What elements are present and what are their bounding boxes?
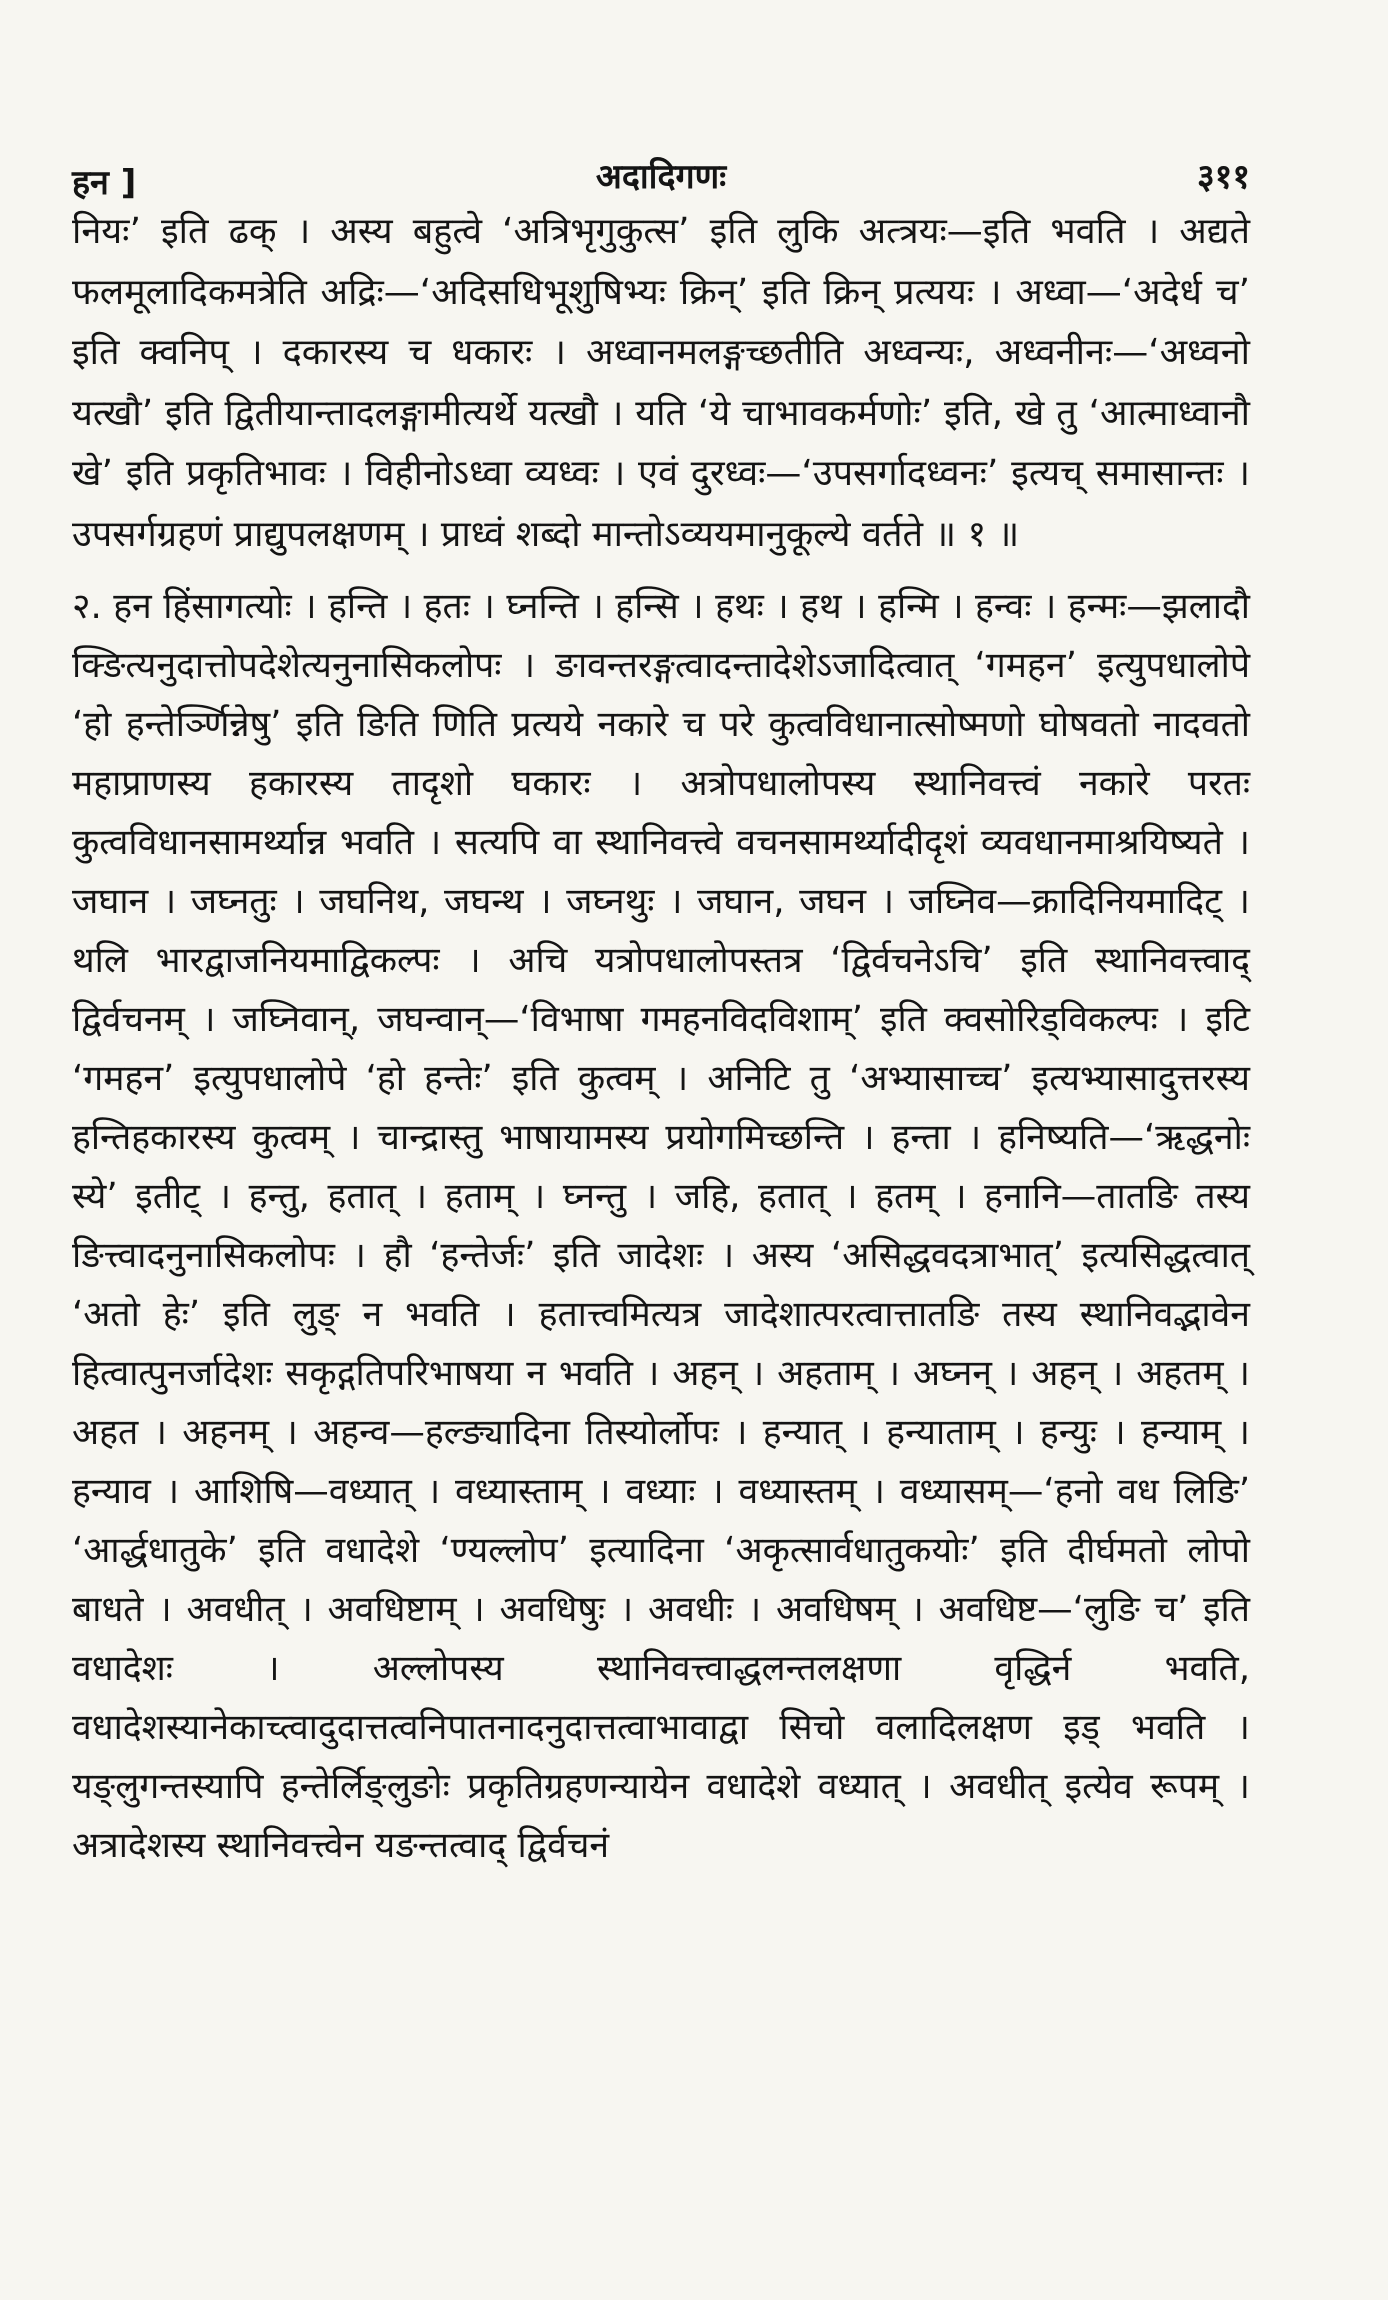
paragraph-2-text: २. हन हिंसागत्योः । हन्ति । हतः । घ्नन्ति । हन्सि । हथः । हथ । हन्मि । हन्वः । हन्मः—झलादौ क्ङित्यनुदात्तोपदेशेत्यनुनासिकलोपः । ङावन्तरङ्गत्वादन्तादेशेऽजादित्वात् ‘गमहन’ इत्युपधालोपे ‘हो हन्तेर्ञ्णिन्नेषु’ इति ङिति णिति प्रत्यये नकारे च परे कुत्वविधानात्सोष्मणो घोषवतो नादवतो महाप्राणस्य हकारस्य तादृशो घकारः । अत्रोपधालोपस्य स्थानिवत्त्वं नकारे परतः कुत्वविधानसामर्थ्यान्न भवति । सत्यपि वा स्थानिवत्त्वे वचनसामर्थ्यादीदृशं व्यवधानमाश्रयिष्यते । जघान । जघ्नतुः । जघनिथ, जघन्थ । जघ्नथुः । जघान, जघन । जघ्निव—क्रादिनियमादिट् । थलि भारद्वाजनियमाद्विकल्पः । अचि यत्रोपधालोपस्तत्र ‘द्विर्वचनेऽचि’ इति स्थानिवत्त्वाद् द्विर्वचनम् । जघ्निवान्, जघन्वान्—‘विभाषा गमहनविदविशाम्’ इति क्वसोरिड्विकल्पः । इटि ‘गमहन’ इत्युपधालोपे ‘हो हन्तेः’ इति कुत्वम् । अनिटि तु ‘अभ्यासाच्च’ इत्यभ्यासादुत्तरस्य हन्तिहकारस्य कुत्वम् । चान्द्रास्तु भाषायामस्य प्रयोगमिच्छन्ति । हन्ता । हनिष्यति—‘ऋद्धनोः स्ये’ इतीट् । हन्तु, हतात् । हताम् । घ्नन्तु । जहि, हतात् । हतम् । हनानि—तातङि तस्य ङित्त्वादनुनासिकलोपः । हौ ‘हन्तेर्जः’ इति जादेशः । अस्य ‘असिद्धवदत्राभात्’ इत्यसिद्धत्वात् ‘अतो हेः’ इति लुङ् न भवति । हतात्त्वमित्यत्र जादेशात्परत्वात्तातङि तस्य स्थानिवद्भावेन हित्वात्पुनर्जादेशः सकृद्गतिपरिभाषया न भवति । अहन् । अहताम् । अघ्नन् । अहन् । अहतम् । अहत । अहनम् । अहन्व—हल्ङ्यादिना तिस्योर्लोपः । हन्यात् । हन्याताम् । हन्युः । हन्याम् । हन्याव । आशिषि—वध्यात् । वध्यास्ताम् । वध्याः । वध्यास्तम् । वध्यासम्—‘हनो वध लिङि’ ‘आर्द्धधातुके’ इति वधादेशे ‘ण्यल्लोप’ इत्यादिना ‘अकृत्सार्वधातुकयोः’ इति दीर्घमतो लोपो बाधते । अवधीत् । अवधिष्टाम् । अवधिषुः । अवधीः । अवधिषम् । अवधिष्ट—‘लुङि च’ इति वधादेशः । अल्लोपस्य स्थानिवत्त्वाद्धलन्तलक्षणा वृद्धिर्न भवति, वधादेशस्यानेकाच्त्वादुदात्तत्वनिपातनादनुदात्तत्वाभावाद्वा सिचो वलादिलक्षण इड् भवति । यङ्लुगन्तस्यापि हन्तेर्लिङ्लुङोः प्रकृतिग्रहणन्यायेन वधादेशे वध्यात् । अवधीत् इत्येव रूपम् । अत्रादेशस्य स्थानिवत्त्वेन यङन्तत्वाद् द्विर्वचनं (72, 586, 1250, 1866)
running-header (72, 118, 1250, 203)
header-left: हन ] (72, 163, 137, 203)
page-number: ३११ (1196, 157, 1250, 197)
paragraph-1-text: नियः’ इति ढक् । अस्य बहुत्वे ‘अत्रिभृगुकुत्स’ इति लुकि अत्त्रयः—इति भवति । अद्यते फलमूलादिकमत्रेति अद्रिः—‘अदिसधिभूशुषिभ्यः क्रिन्’ इति क्रिन् प्रत्ययः । अध्वा—‘अदेर्ध च’ इति क्वनिप् । दकारस्य च धकारः । अध्वानमलङ्गच्छतीति अध्वन्यः, अध्वनीनः—‘अध्वनो यत्खौ’ इति द्वितीयान्तादलङ्गामीत्यर्थे यत्खौ । यति ‘ये चाभावकर्मणोः’ इति, खे तु ‘आत्माध्वानौ खे’ इति प्रकृतिभावः । विहीनोऽध्वा व्यध्वः । एवं दुरध्वः—‘उपसर्गादध्वनः’ इत्यच् समासान्तः । उपसर्गग्रहणं प्राद्युपलक्षणम् । प्राध्वं शब्दो मान्तोऽव्ययमानुकूल्ये वर्तते ॥ १ ॥ (72, 211, 1250, 555)
header-title: अदादिगणः (595, 157, 727, 197)
paragraph-2 (72, 577, 1250, 1875)
paragraph-1 (72, 202, 1250, 565)
